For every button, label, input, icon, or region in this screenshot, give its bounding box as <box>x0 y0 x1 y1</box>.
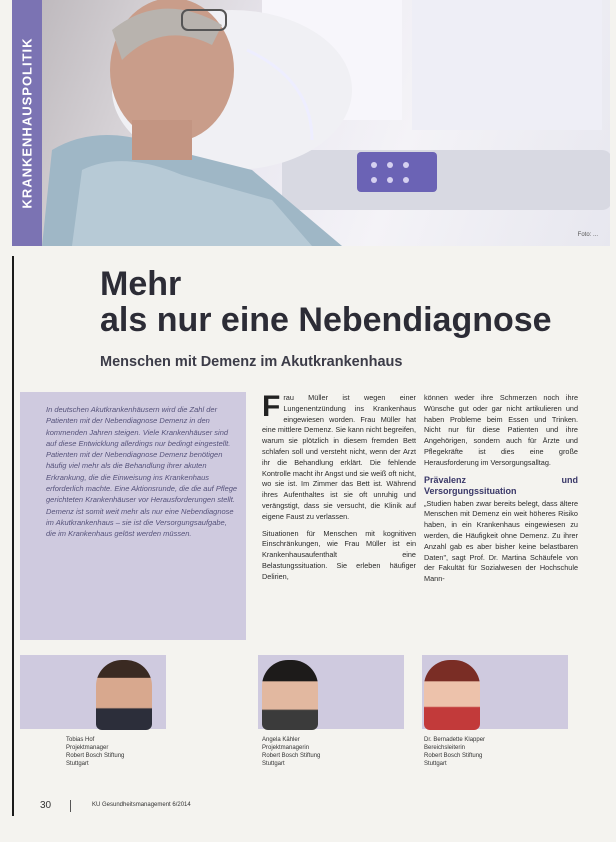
title-line-2: als nur eine Nebendiagnose <box>100 301 552 339</box>
article-title <box>100 266 552 338</box>
section-tab <box>12 0 42 246</box>
portrait-photo-1 <box>96 660 152 730</box>
article-subtitle: Menschen mit Demenz im Akutkrankenhaus <box>100 354 403 370</box>
patient-photo-illustration <box>12 0 610 246</box>
portrait-photo-2 <box>262 660 318 730</box>
photo-credit: Foto: ... <box>577 232 598 238</box>
margin-rule <box>12 256 14 816</box>
col1-paragraph-2: Situationen für Menschen mit kognitiven Einschränkungen, wie Frau Müller ist ein Krankenhausaufenthalt eine Belastungssituation. Sie erleben häufiger Delirien, <box>262 528 416 581</box>
section-label: KRANKENHAUSPOLITIK <box>19 37 35 209</box>
page-number: 30 <box>40 800 52 811</box>
portrait-caption-3: Dr. Bernadette Klapper Bereichsleiterin Robert Bosch Stiftung Stuttgart <box>424 737 486 767</box>
portrait-caption-2: Angela Kähler Projektmanagerin Robert Bosch Stiftung Stuttgart <box>262 737 321 767</box>
magazine-name: KU Gesundheitsmanagement 6/2014 <box>92 802 191 808</box>
col1-paragraph-1 <box>262 390 416 523</box>
column-2 <box>424 393 578 591</box>
footer-divider <box>70 800 71 812</box>
section-heading: Prävalenz und Versorgungssituation <box>424 474 578 496</box>
col1-paragraph-1-text: rau Müller ist wegen einer Lungenentzündung ins Krankenhaus eingewiesen worden. Frau Müller hat eine mittlere Demenz. Sie kann nicht begreifen, warum sie plötzlich in diesem fremden Bett schlafen soll und versteht nicht, wenn der Arzt ihr die Behandlung erklärt. Die fehlende Kontrolle macht ihr Angst und sie weiß oft nicht, wo sie ist. Im Zimmer das Bett ist. Während ihres Aufenthaltes ist sie oft unruhig und verängstigt, dass sie versucht, die Klinik auf eigene Faust zu verlassen. <box>262 393 416 521</box>
intro-text: In deutschen Akutkrankenhäusern wird die Zahl der Patienten mit der Nebendiagnose Demenz in den kommenden Jahren steigen. Viele Krankenhäuser sind auf diese Entwicklung allerdings nur bedingt eingestellt. Patienten mit der Nebendiagnose Demenz benötigen häufig viel mehr als die Behandlung ihrer akuten Erkrankung, die die Einweisung ins Krankenhaus erforderlich machte. Eine Aktionsrunde, die die auf Pflege gerichteten Krankenhäuser vor Herausforderungen stellt. Demenz ist somit weit mehr als nur eine Nebendiagnose im Akutkrankenhaus – sie ist die Versorgungsaufgabe, die im Krankenhaus gelöst werden müssen. <box>46 405 238 539</box>
column-1 <box>262 390 416 589</box>
title-line-1: Mehr <box>100 265 182 303</box>
portrait-caption-1: Tobias Hof Projektmanager Robert Bosch Stiftung Stuttgart <box>66 737 125 767</box>
portrait-photo-3 <box>424 660 480 730</box>
col2-paragraph-2: „Studien haben zwar bereits belegt, dass ältere Menschen mit Demenz ein weit höheres Risiko haben, in ein Krankenhaus eingewiesen zu werden, die Häufigkeit ohne Demenz. Zu ihrer Anzahl gab es aber bisher keine belastbaren Daten", sagt Prof. Dr. Martina Schäufele von der Fakultät für Sozialwesen der Hochschule Mann- <box>424 498 578 584</box>
drop-cap: F <box>262 390 281 423</box>
hero-photo <box>12 0 610 246</box>
col2-paragraph-1: können weder ihre Schmerzen noch ihre Wünsche gut oder gar nicht artikulieren und haben Probleme beim Essen und Trinken. Nicht nur für diese Patienten und ihre Angehörigen, sondern auch für Ärzte und Pflegekräfte ist dies eine große Herausforderung im Versorgungsalltag. <box>424 393 578 467</box>
